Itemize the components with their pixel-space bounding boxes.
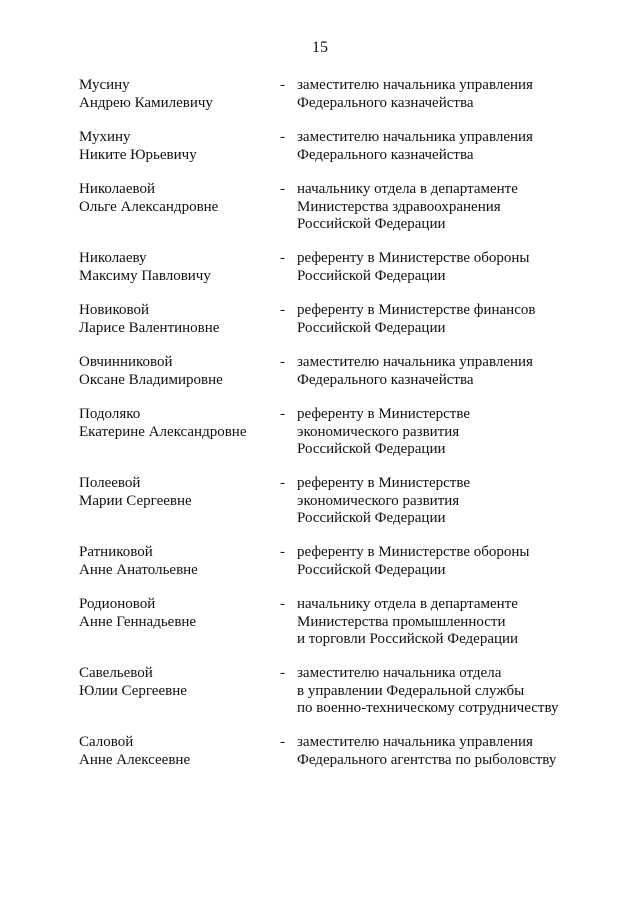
person-given-names: Анне Геннадьевне <box>79 613 197 630</box>
person-surname: Николаевой <box>79 181 155 197</box>
appointment-entry <box>79 596 518 649</box>
person-surname: Ратниковой <box>79 544 153 560</box>
position-line: Министерства промышленности <box>297 613 506 630</box>
person-surname: Подоляко <box>79 406 141 422</box>
position-line: Федерального агентства по рыболовству <box>297 751 557 768</box>
person-name <box>79 544 280 579</box>
appointment-entry <box>79 354 533 389</box>
position-line: начальнику отдела в департаменте <box>297 596 518 612</box>
position-line: референту в Министерстве обороны <box>297 544 530 560</box>
separator-dash: - <box>280 181 285 197</box>
separator-dash: - <box>280 250 285 266</box>
position-title <box>297 475 470 528</box>
position-line: заместителю начальника управления <box>297 77 533 93</box>
position-line: референту в Министерстве финансов <box>297 302 536 318</box>
position-title <box>297 77 533 112</box>
person-name <box>79 475 280 528</box>
position-line: экономического развития <box>297 492 460 509</box>
position-line: по военно-техническому сотрудничеству <box>297 700 559 716</box>
person-given-names: Максиму Павловичу <box>79 267 211 284</box>
position-line: заместителю начальника управления <box>297 129 533 145</box>
position-line: референту в Министерстве обороны <box>297 250 530 266</box>
position-line: Федерального казначейства <box>297 371 474 388</box>
person-given-names: Никите Юрьевичу <box>79 146 197 163</box>
person-surname: Родионовой <box>79 596 156 612</box>
person-given-names: Екатерине Александровне <box>79 423 247 440</box>
appointment-entry <box>79 77 533 112</box>
appointment-entry <box>79 181 518 234</box>
person-surname: Мусину <box>79 77 130 93</box>
separator-dash: - <box>280 354 285 370</box>
person-name <box>79 665 280 718</box>
position-title <box>297 181 518 234</box>
position-title <box>297 406 470 459</box>
person-given-names: Ольге Александровне <box>79 198 219 215</box>
person-name <box>79 302 280 337</box>
person-name <box>79 734 280 769</box>
person-surname: Саловой <box>79 734 134 750</box>
position-line: Российской Федерации <box>297 510 446 526</box>
person-given-names: Марии Сергеевне <box>79 492 192 509</box>
appointment-entry <box>79 544 530 579</box>
appointment-entry <box>79 665 559 718</box>
separator-dash: - <box>280 544 285 560</box>
person-surname: Николаеву <box>79 250 147 266</box>
position-line: референту в Министерстве <box>297 475 470 491</box>
position-title <box>297 129 533 164</box>
person-name <box>79 406 280 459</box>
position-line: Российской Федерации <box>297 319 446 336</box>
position-title <box>297 734 556 769</box>
appointment-entry <box>79 302 535 337</box>
person-surname: Савельевой <box>79 665 153 681</box>
position-title <box>297 544 530 579</box>
position-line: Федерального казначейства <box>297 146 474 163</box>
position-title <box>297 250 530 285</box>
separator-dash: - <box>280 475 285 491</box>
person-surname: Овчинниковой <box>79 354 173 370</box>
position-line: заместителю начальника отдела <box>297 665 502 681</box>
position-line: Российской Федерации <box>297 267 446 284</box>
separator-dash: - <box>280 129 285 145</box>
appointment-entry <box>79 475 470 528</box>
person-name <box>79 181 280 234</box>
appointment-entry <box>79 734 556 769</box>
position-line: заместителю начальника управления <box>297 734 533 750</box>
person-name <box>79 354 280 389</box>
position-line: Российской Федерации <box>297 216 446 232</box>
person-surname: Мухину <box>79 129 131 145</box>
appointment-entry <box>79 129 533 164</box>
position-title <box>297 354 533 389</box>
appointment-entry <box>79 250 530 285</box>
position-line: референту в Министерстве <box>297 406 470 422</box>
separator-dash: - <box>280 665 285 681</box>
person-given-names: Оксане Владимировне <box>79 371 223 388</box>
separator-dash: - <box>280 596 285 612</box>
person-name <box>79 250 280 285</box>
separator-dash: - <box>280 302 285 318</box>
position-line: в управлении Федеральной службы <box>297 682 525 699</box>
position-line: и торговли Российской Федерации <box>297 631 519 647</box>
position-line: заместителю начальника управления <box>297 354 533 370</box>
person-given-names: Ларисе Валентиновне <box>79 319 220 336</box>
page-number: 15 <box>312 39 328 56</box>
separator-dash: - <box>280 734 285 750</box>
person-name <box>79 129 280 164</box>
position-line: Федерального казначейства <box>297 94 474 111</box>
position-line: Российской Федерации <box>297 441 446 457</box>
position-line: Российской Федерации <box>297 561 446 578</box>
person-name <box>79 77 280 112</box>
appointment-entry <box>79 406 470 459</box>
person-surname: Полеевой <box>79 475 141 491</box>
position-line: начальнику отдела в департаменте <box>297 181 518 197</box>
person-name <box>79 596 280 649</box>
position-line: экономического развития <box>297 423 460 440</box>
person-given-names: Анне Анатольевне <box>79 561 198 578</box>
person-given-names: Андрею Камилевичу <box>79 94 213 111</box>
separator-dash: - <box>280 77 285 93</box>
position-line: Министерства здравоохранения <box>297 198 501 215</box>
person-given-names: Юлии Сергеевне <box>79 682 187 699</box>
position-title <box>297 302 535 337</box>
position-title <box>297 596 518 649</box>
separator-dash: - <box>280 406 285 422</box>
person-given-names: Анне Алексеевне <box>79 751 191 768</box>
person-surname: Новиковой <box>79 302 149 318</box>
position-title <box>297 665 559 718</box>
